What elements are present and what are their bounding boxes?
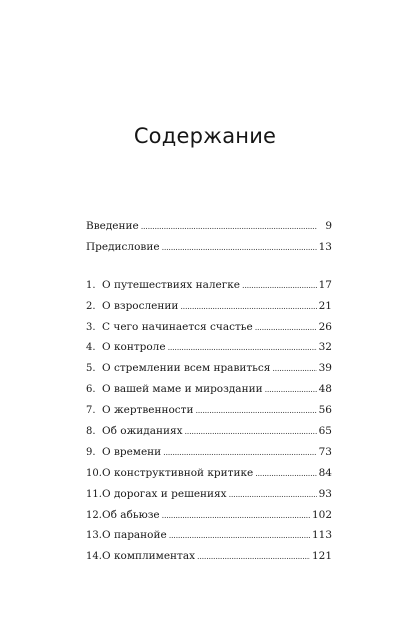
chapter-title: О дорогах и решениях: [102, 487, 227, 500]
chapter-number: 8.: [86, 426, 96, 438]
dot-leader: [265, 380, 317, 401]
toc-chapter-8[interactable]: [86, 421, 332, 442]
dot-leader: [162, 238, 317, 259]
chapter-number: 1.: [86, 279, 96, 291]
chapter-number: 4.: [86, 342, 96, 354]
chapter-number: 7.: [86, 405, 96, 417]
chapter-page: 17: [318, 278, 332, 291]
table-of-contents: [86, 216, 332, 567]
chapter-title: О комплиментах: [102, 550, 196, 563]
dot-leader: [180, 297, 316, 318]
chapter-title: О путешествиях налегке: [102, 278, 241, 291]
chapter-page: 21: [318, 299, 332, 312]
chapter-page: 73: [318, 445, 332, 458]
chapter-title: С чего начинается счастье: [102, 320, 253, 333]
toc-chapter-2[interactable]: [86, 296, 332, 317]
toc-chapter-6[interactable]: [86, 379, 332, 400]
chapter-page: 48: [318, 383, 332, 396]
chapter-number: 10.: [86, 467, 102, 479]
chapter-number: 6.: [86, 384, 96, 396]
chapter-number: 11.: [86, 488, 102, 500]
dot-leader: [197, 547, 310, 568]
toc-chapter-4[interactable]: [86, 337, 332, 358]
section-spacer: [86, 258, 332, 275]
page-title: Содержание: [133, 124, 277, 148]
chapter-page: 32: [318, 341, 332, 354]
chapter-title: Об абьюзе: [102, 508, 160, 521]
chapter-page: 84: [318, 466, 332, 479]
chapter-title: О жертвенности: [102, 404, 194, 417]
chapter-page: 113: [311, 529, 332, 542]
chapter-page: 39: [318, 362, 332, 375]
chapter-page: 56: [318, 404, 332, 417]
chapter-page: 102: [311, 508, 332, 521]
toc-chapter-10[interactable]: [86, 463, 332, 484]
chapter-title: О вашей маме и мироздании: [102, 383, 263, 396]
toc-entry-title: Введение: [86, 220, 139, 232]
toc-chapter-3[interactable]: [86, 317, 332, 338]
chapter-title: О стремлении всем нравиться: [102, 362, 271, 375]
chapter-number: 3.: [86, 321, 96, 333]
chapter-title: О взрослении: [102, 299, 179, 312]
chapter-number: 12.: [86, 509, 102, 521]
toc-entry-introduction[interactable]: [86, 216, 332, 237]
chapter-title: О контроле: [102, 341, 166, 354]
toc-chapter-9[interactable]: [86, 442, 332, 463]
dot-leader: [168, 338, 317, 359]
dot-leader: [169, 526, 310, 547]
chapter-page: 26: [318, 320, 332, 333]
chapter-page: 121: [311, 550, 332, 563]
toc-chapter-1[interactable]: [86, 275, 332, 296]
chapter-number: 5.: [86, 363, 96, 375]
dot-leader: [141, 217, 324, 238]
chapter-page: 93: [318, 487, 332, 500]
toc-chapter-12[interactable]: [86, 505, 332, 526]
toc-chapter-11[interactable]: [86, 484, 332, 505]
dot-leader: [162, 506, 310, 527]
toc-entry-preface[interactable]: [86, 237, 332, 258]
toc-entry-page: 13: [318, 240, 332, 253]
dot-leader: [195, 401, 316, 422]
chapter-number: 13.: [86, 530, 102, 542]
toc-chapter-14[interactable]: [86, 546, 332, 567]
dot-leader: [255, 318, 317, 339]
chapter-page: 65: [318, 425, 332, 438]
toc-entry-page: 9: [325, 220, 332, 232]
dot-leader: [255, 464, 316, 485]
chapter-title: О паранойе: [102, 529, 167, 542]
chapter-number: 2.: [86, 300, 96, 312]
chapter-title: О времени: [102, 445, 162, 458]
toc-chapter-7[interactable]: [86, 400, 332, 421]
toc-chapter-13[interactable]: [86, 525, 332, 546]
dot-leader: [272, 359, 316, 380]
chapter-title: Об ожиданиях: [102, 425, 183, 438]
chapter-title: О конструктивной критике: [102, 466, 254, 479]
toc-entry-title: Предисловие: [86, 240, 160, 253]
dot-leader: [163, 443, 316, 464]
dot-leader: [229, 485, 317, 506]
dot-leader: [242, 276, 317, 297]
dot-leader: [185, 422, 317, 443]
chapter-number: 14.: [86, 551, 102, 563]
chapter-number: 9.: [86, 446, 96, 458]
toc-chapter-5[interactable]: [86, 358, 332, 379]
